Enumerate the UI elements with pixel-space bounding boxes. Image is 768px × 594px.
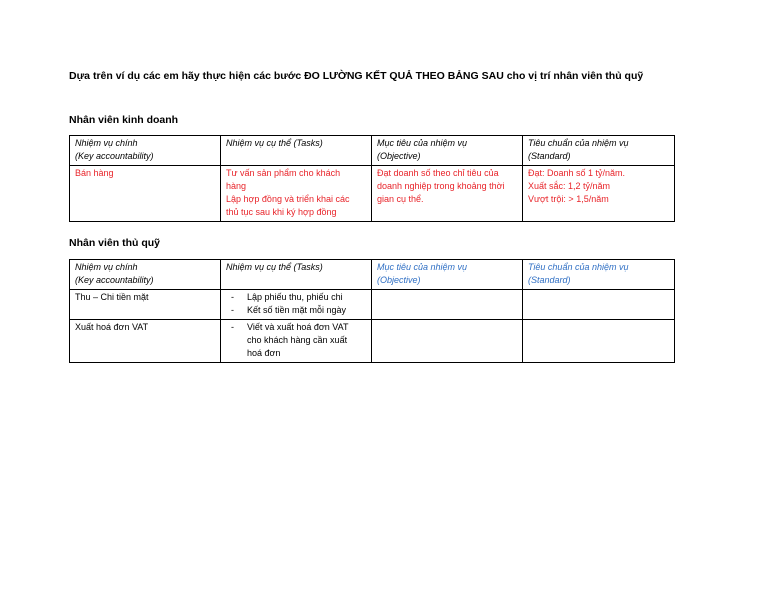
table-header-row xyxy=(70,260,675,290)
cell-standard: Đạt: Doanh số 1 tỷ/năm. Xuất sắc: 1,2 tỷ/năm Vượt trội: > 1,5/năm xyxy=(523,166,675,222)
cell-tasks xyxy=(221,320,372,363)
cell-key-accountability: Thu – Chi tiền mặt xyxy=(70,290,221,320)
cell-standard xyxy=(523,320,675,363)
list-item: - Lập phiếu thu, phiếu chi xyxy=(231,291,366,304)
header-cell-objective: Mục tiêu của nhiệm vụ (Objective) xyxy=(372,136,523,166)
header-cell-standard: Tiêu chuẩn của nhiệm vụ (Standard) xyxy=(523,260,675,290)
table-row xyxy=(70,166,675,222)
header-cell-objective: Mục tiêu của nhiệm vụ (Objective) xyxy=(372,260,523,290)
table-header-row xyxy=(70,136,675,166)
section-heading-sales: Nhân viên kinh doanh xyxy=(69,114,179,126)
cell-key-accountability: Xuất hoá đơn VAT xyxy=(70,320,221,363)
cell-objective xyxy=(372,290,523,320)
cell-objective xyxy=(372,320,523,363)
header-cell-key-accountability: Nhiệm vụ chính (Key accountability) xyxy=(70,260,221,290)
cell-objective: Đạt doanh số theo chỉ tiêu của doanh nghiệp trong khoảng thời gian cụ thể. xyxy=(372,166,523,222)
sales-staff-table xyxy=(69,135,675,222)
cashier-table xyxy=(69,259,675,363)
task-list xyxy=(226,291,366,317)
cell-tasks: Tư vấn sản phẩm cho khách hàng Lập hợp đồng và triển khai các thủ tục sau khi ký hợp đồng xyxy=(221,166,372,222)
table-row xyxy=(70,320,675,363)
list-item: - Kết số tiền mặt mỗi ngày xyxy=(231,304,366,317)
cell-key-accountability: Bán hàng xyxy=(70,166,221,222)
header-cell-tasks: Nhiệm vụ cụ thể (Tasks) xyxy=(221,136,372,166)
list-item: - Viết và xuất hoá đơn VAT cho khách hàng cần xuất hoá đơn xyxy=(231,321,366,360)
table-row xyxy=(70,290,675,320)
cell-tasks xyxy=(221,290,372,320)
cell-standard xyxy=(523,290,675,320)
instruction-text: Dựa trên ví dụ các em hãy thực hiện các bước ĐO LƯỜNG KẾT QUẢ THEO BẢNG SAU cho vị trí nhân viên thủ quỹ xyxy=(69,70,644,82)
task-list xyxy=(226,321,366,360)
section-heading-cashier: Nhân viên thủ quỹ xyxy=(69,237,161,249)
header-cell-tasks: Nhiệm vụ cụ thể (Tasks) xyxy=(221,260,372,290)
header-cell-key-accountability: Nhiệm vụ chính (Key accountability) xyxy=(70,136,221,166)
header-cell-standard: Tiêu chuẩn của nhiệm vụ (Standard) xyxy=(523,136,675,166)
